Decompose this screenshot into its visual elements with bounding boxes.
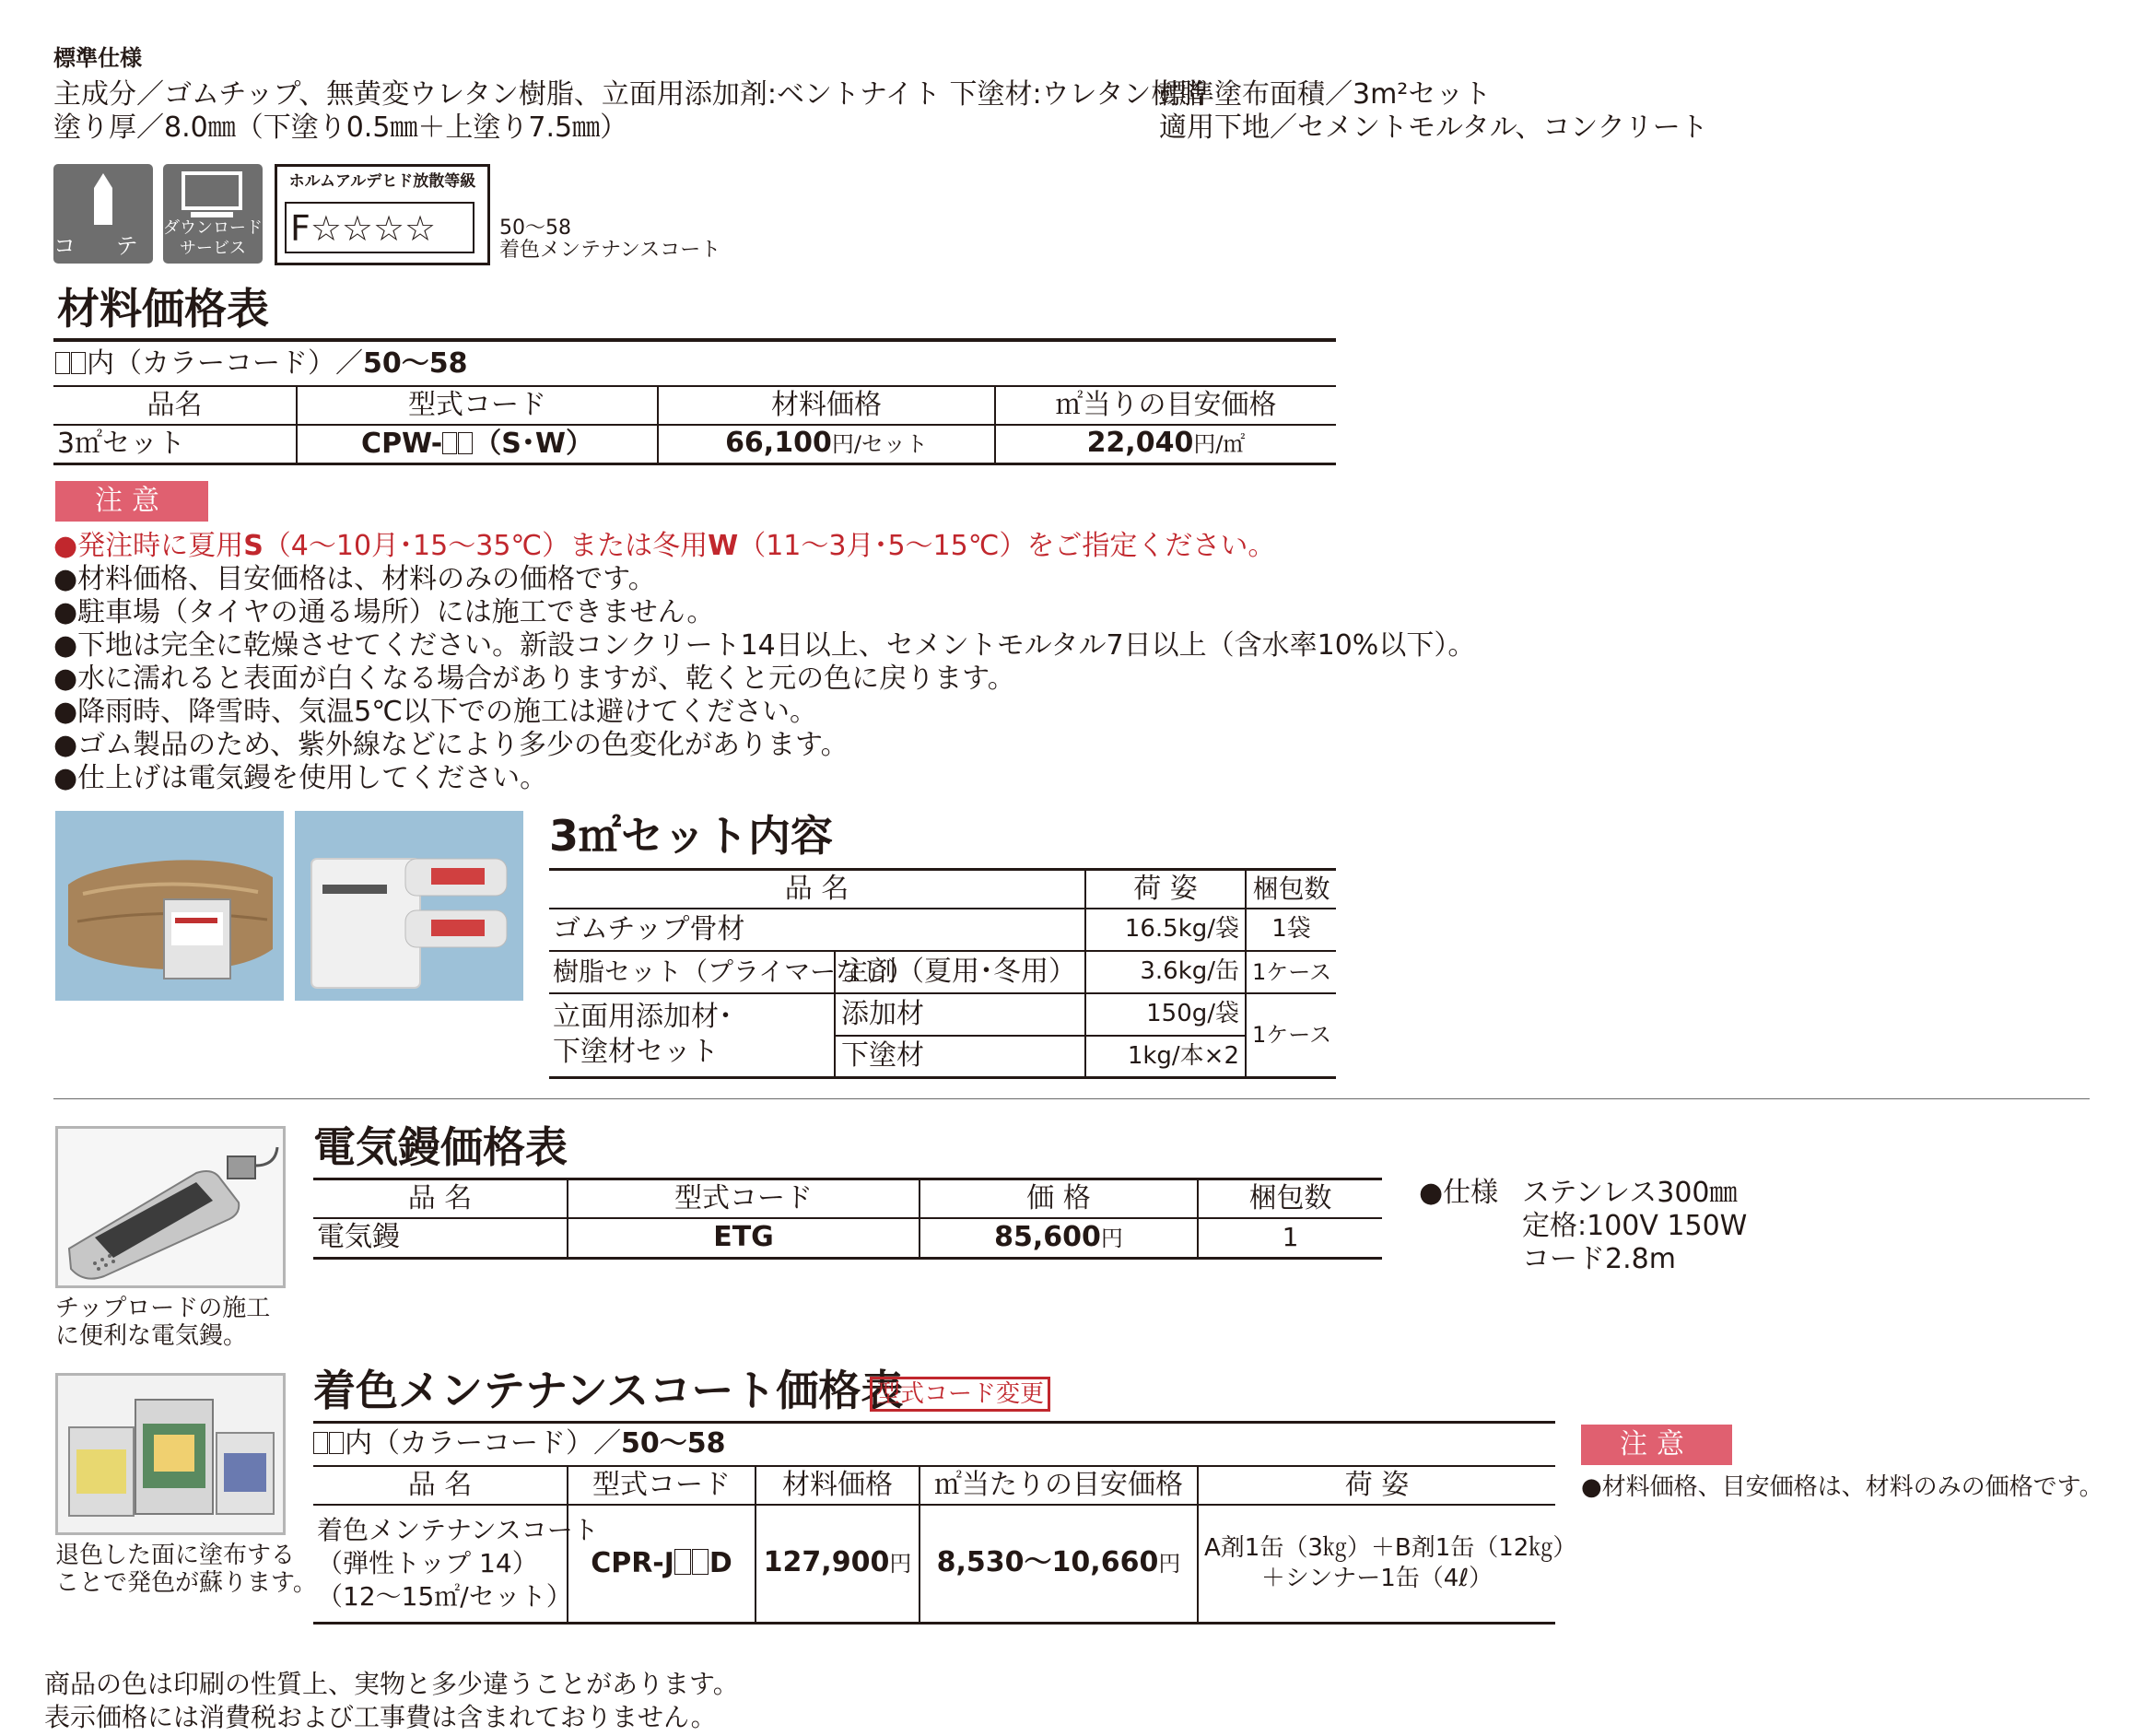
set-item-name: ゴムチップ骨材 bbox=[549, 909, 1085, 951]
set-header-packing: 荷 姿 bbox=[1085, 870, 1246, 909]
formaldehyde-grade: F☆☆☆☆ bbox=[285, 202, 474, 253]
trowel-caption-2: に便利な電気鏝。 bbox=[55, 1322, 248, 1350]
set-item-qty: 1ケース bbox=[1252, 958, 1332, 985]
material-table-header bbox=[53, 386, 1336, 425]
caution-item: ●水に濡れると表面が白くなる場合がありますが、乾くと元の色に戻ります。 bbox=[53, 663, 1015, 695]
coat-name-line-2: （弾性トップ 14） bbox=[317, 1547, 538, 1578]
trowel-price-title: 電気鏝価格表 bbox=[313, 1122, 568, 1172]
resin-set-photo bbox=[295, 811, 523, 1001]
trowel-header-name: 品 名 bbox=[313, 1179, 568, 1218]
trowel-spec-1: ステンレス300㎜ bbox=[1522, 1177, 1738, 1209]
set-table-header bbox=[549, 870, 1336, 909]
set-item-qty: 1ケース bbox=[1252, 1022, 1332, 1049]
code-change-badge: 型式コード変更 bbox=[870, 1377, 1050, 1412]
rubber-chip-bag-photo bbox=[55, 811, 284, 1001]
coat-header-code: 型式コード bbox=[568, 1466, 756, 1505]
trowel-icon bbox=[53, 164, 153, 264]
trowel-header-price: 価 格 bbox=[920, 1179, 1198, 1218]
header-name: 品名 bbox=[53, 386, 297, 425]
trowel-table-header bbox=[313, 1179, 1382, 1218]
caution-item: ●仕上げは電気鏝を使用してください。 bbox=[53, 762, 548, 794]
footer-note-1: 商品の色は印刷の性質上、実物と多少違うことがあります。 bbox=[44, 1669, 739, 1699]
trowel-price: 85,600円 bbox=[920, 1218, 1198, 1259]
header-price: 材料価格 bbox=[658, 386, 995, 425]
coat-caption-2: ことで発色が蘇ります。 bbox=[55, 1569, 317, 1597]
trowel-spec-3: コード2.8m bbox=[1522, 1243, 1676, 1275]
coat-code: CPR-J D bbox=[568, 1505, 756, 1623]
coat-packing bbox=[1198, 1505, 1577, 1623]
spec-line-1: 主成分／ゴムチップ、無黄変ウレタン樹脂、立面用添加剤:ベントナイト 下塗材:ウレタン樹脂 bbox=[53, 78, 1207, 111]
set-group-line-1: 立面用添加材･ bbox=[553, 1001, 732, 1034]
material-color-code: 内（カラーコード）／50～58 bbox=[55, 346, 468, 381]
trowel-icon-label: コ テ bbox=[53, 233, 155, 259]
caution-item: ●降雨時、降雪時、気温5℃以下での施工は避けてください。 bbox=[53, 696, 817, 728]
caution-order-season: ●発注時に夏用S（4～10月･15～35℃）または冬用W（11～3月･5～15℃）をご指定ください。 bbox=[53, 530, 1276, 562]
spec-heading: 標準仕様 bbox=[53, 45, 142, 71]
coat-name-line-1: 着色メンテナンスコート bbox=[317, 1514, 599, 1545]
coat-per-sqm: 8,530～10,660円 bbox=[920, 1505, 1198, 1623]
caution-item: ●下地は完全に乾燥させてください。新設コンクリート14日以上、セメントモルタル7日以上（含水率10%以下）。 bbox=[53, 629, 1476, 662]
maintenance-price-table bbox=[313, 1465, 1577, 1625]
table-row bbox=[549, 993, 1336, 1036]
trowel-price-table bbox=[313, 1178, 1382, 1260]
set-contents-table bbox=[549, 868, 1336, 1079]
formaldehyde-title: ホルムアルデヒド放散等級 bbox=[288, 172, 476, 191]
trowel-caption-1: チップロードの施工 bbox=[55, 1295, 271, 1322]
caution-tag: 注意 bbox=[55, 481, 208, 522]
trowel-header-qty: 梱包数 bbox=[1248, 1181, 1332, 1214]
caution-item: ●材料価格、目安価格は、材料のみの価格です。 bbox=[53, 563, 656, 595]
set-group-name bbox=[549, 993, 835, 1078]
trowel-code: ETG bbox=[568, 1218, 920, 1259]
material-title-rule bbox=[53, 338, 1336, 342]
download-icon-label-1: ダウンロード bbox=[163, 218, 263, 238]
material-code: CPW- （S･W） bbox=[297, 425, 658, 463]
download-service-icon bbox=[163, 164, 263, 264]
ref-name: 着色メンテナンスコート bbox=[499, 239, 721, 262]
table-row bbox=[313, 1218, 1382, 1259]
electric-trowel-photo bbox=[55, 1126, 286, 1288]
set-item-name: 添加材 bbox=[835, 993, 1085, 1036]
trowel-qty: 1 bbox=[1282, 1222, 1299, 1253]
trowel-header-code: 型式コード bbox=[568, 1179, 920, 1218]
maintenance-table-header bbox=[313, 1466, 1555, 1505]
table-row bbox=[549, 909, 1336, 951]
trowel-spec-label: ●仕様 bbox=[1419, 1177, 1499, 1209]
coat-header-per-sqm: ㎡当たりの目安価格 bbox=[920, 1466, 1198, 1505]
coat-packing-line-2: ＋シンナー1缶（4ℓ） bbox=[1260, 1564, 1494, 1592]
spec-line-2: 塗り厚／8.0㎜（下塗り0.5㎜＋上塗り7.5㎜） bbox=[53, 111, 628, 144]
material-price: 66,100円/セット bbox=[658, 425, 995, 463]
set-item-name: 主剤（夏用･冬用） bbox=[835, 951, 1085, 993]
coat-header-name: 品 名 bbox=[313, 1466, 568, 1505]
ref-range: 50～58 bbox=[499, 217, 571, 240]
coat-packing-line-1: A剤1缶（3㎏）＋B剤1缶（12㎏） bbox=[1204, 1533, 1577, 1562]
formaldehyde-badge bbox=[275, 164, 490, 265]
header-code: 型式コード bbox=[297, 386, 658, 425]
set-header-qty: 梱包数 bbox=[1252, 873, 1330, 904]
set-group-line-2: 下塗材セット bbox=[553, 1036, 719, 1069]
set-item-packing: 150g/袋 bbox=[1085, 993, 1246, 1036]
coat-caution-item: ●材料価格、目安価格は、材料のみの価格です。 bbox=[1581, 1473, 2103, 1501]
caution-item: ●駐車場（タイヤの通る場所）には施工できません。 bbox=[53, 596, 715, 628]
coat-caption-1: 退色した面に塗布する bbox=[55, 1542, 296, 1569]
coat-header-packing: 荷 姿 bbox=[1344, 1469, 1410, 1501]
maintenance-price-title: 着色メンテナンスコート価格表 bbox=[313, 1366, 904, 1415]
material-price-title: 材料価格表 bbox=[57, 284, 269, 334]
material-per-sqm: 22,040円/㎡ bbox=[1086, 427, 1246, 460]
maintenance-title-rule bbox=[313, 1421, 1555, 1424]
section-divider bbox=[53, 1098, 2090, 1099]
header-per-sqm: ㎡当りの目安価格 bbox=[1055, 389, 1277, 421]
footer-note-2: 表示価格には消費税および工事費は含まれておりません。 bbox=[44, 1702, 717, 1732]
maintenance-coat-photo bbox=[55, 1373, 286, 1535]
set-contents-title: 3㎡セット内容 bbox=[549, 811, 834, 861]
trowel-spec-2: 定格:100V 150W bbox=[1522, 1210, 1748, 1242]
coat-caution-tag: 注意 bbox=[1581, 1425, 1732, 1465]
coat-name-line-3: （12～15㎡/セット） bbox=[317, 1580, 572, 1612]
maintenance-color-code: 内（カラーコード）／50～58 bbox=[313, 1426, 726, 1461]
material-price-table bbox=[53, 385, 1336, 465]
table-row bbox=[549, 951, 1336, 993]
set-header-name: 品 名 bbox=[549, 870, 1085, 909]
table-row bbox=[53, 425, 1336, 463]
trowel-name: 電気鏝 bbox=[313, 1218, 568, 1259]
table-row bbox=[313, 1505, 1555, 1623]
caution-item: ●ゴム製品のため、紫外線などにより多少の色変化があります。 bbox=[53, 729, 849, 761]
coat-name bbox=[313, 1505, 599, 1623]
coat-price: 127,900円 bbox=[756, 1505, 920, 1623]
download-icon-label-2: サービス bbox=[180, 239, 246, 258]
set-item-name: 下塗材 bbox=[835, 1036, 1085, 1078]
coat-header-price: 材料価格 bbox=[756, 1466, 920, 1505]
set-group-name: 樹脂セット（プライマーなし） bbox=[549, 951, 835, 993]
set-item-packing: 3.6kg/缶 bbox=[1085, 951, 1246, 993]
set-item-qty: 1袋 bbox=[1271, 915, 1311, 943]
set-item-packing: 1kg/本×2 bbox=[1085, 1036, 1246, 1078]
spec-substrate: 適用下地／セメントモルタル、コンクリート bbox=[1159, 111, 1708, 144]
spec-area: 標準塗布面積／3m²セット bbox=[1159, 78, 1492, 111]
material-name: 3㎡セット bbox=[53, 425, 297, 463]
set-item-packing: 16.5kg/袋 bbox=[1085, 909, 1246, 951]
